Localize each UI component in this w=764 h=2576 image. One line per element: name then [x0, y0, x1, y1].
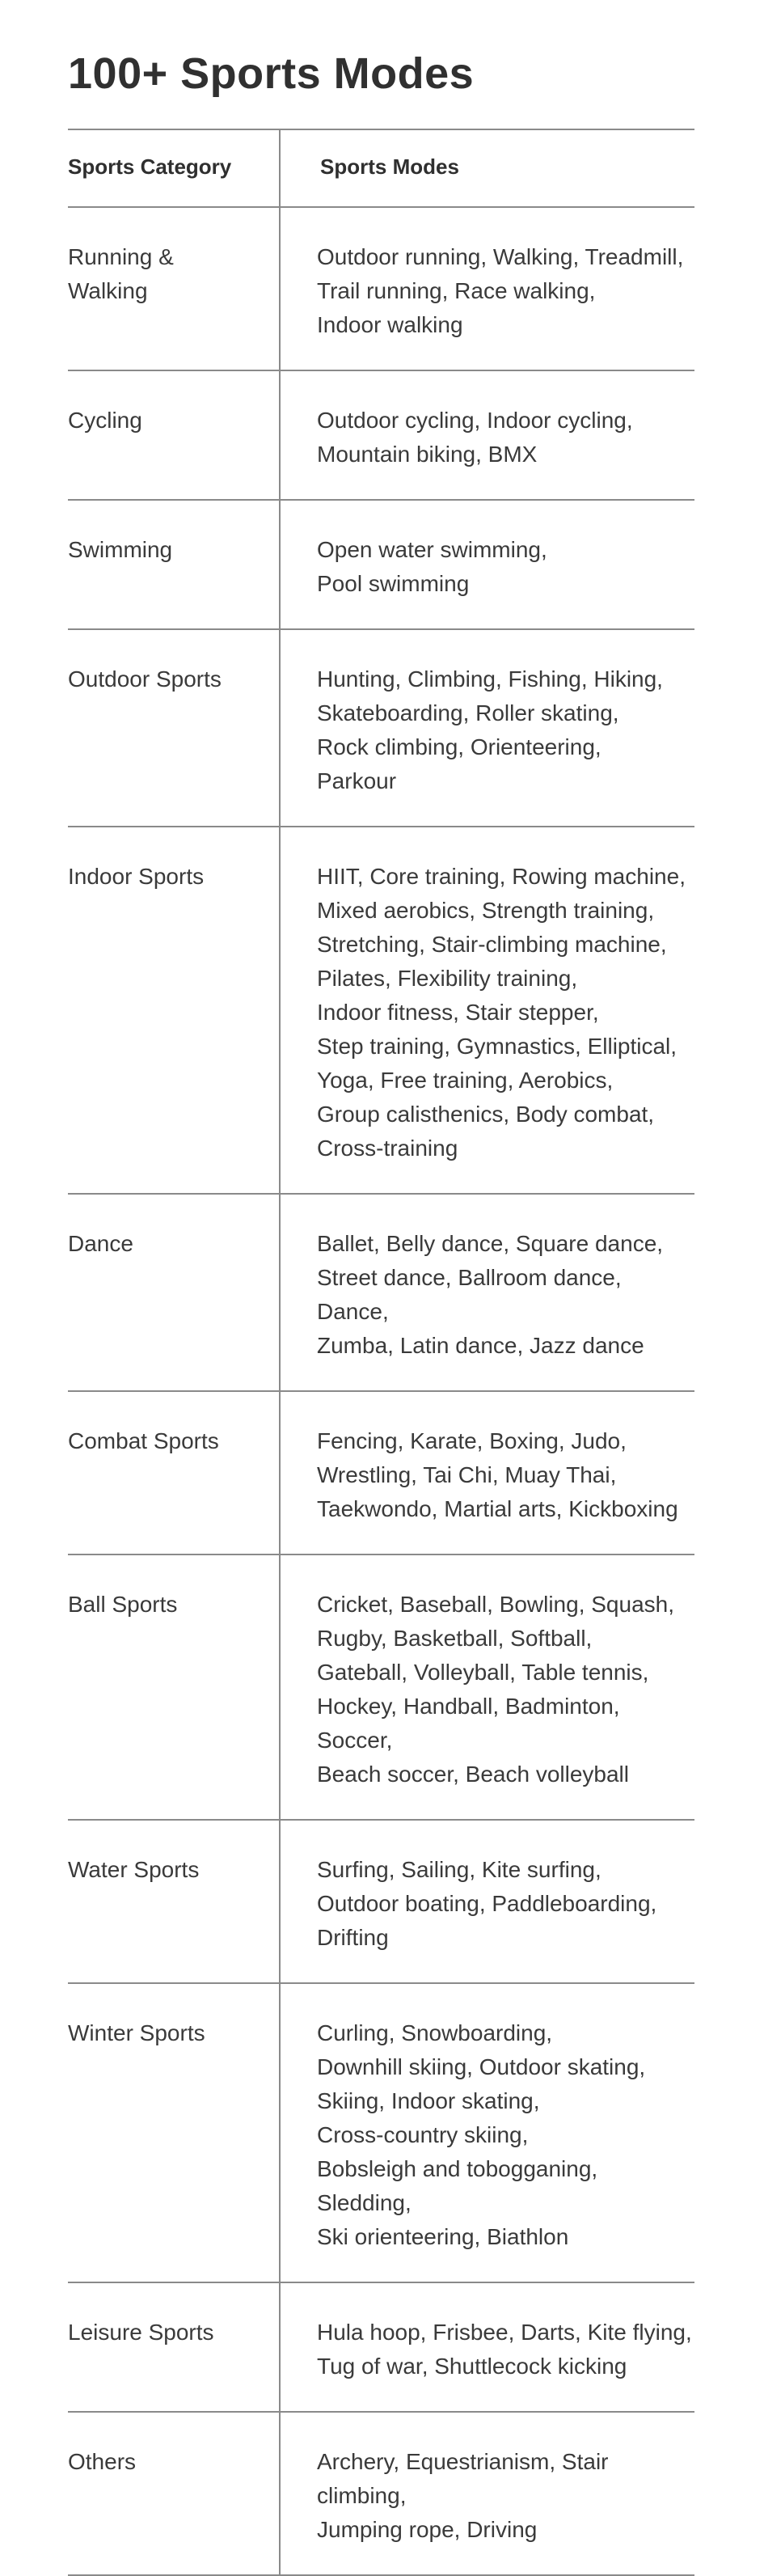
sports-modes-cell: Curling, Snowboarding, Downhill skiing, Outdoor skating, Skiing, Indoor skating, Cross-country skiing, Bobsleigh and tobogganing, Sledding, Ski orienteering, Biathlon [317, 2020, 646, 2249]
sports-category-cell: Dance [68, 1231, 133, 1256]
table-row [68, 1555, 694, 1821]
sports-modes-cell: Fencing, Karate, Boxing, Judo, Wrestling, Tai Chi, Muay Thai, Taekwondo, Martial arts, Kickboxing [317, 1428, 678, 1521]
header-sports-modes: Sports Modes [320, 154, 459, 179]
sports-category-cell: Leisure Sports [68, 2320, 214, 2345]
table-row [68, 1984, 694, 2283]
sports-category-cell: Cycling [68, 408, 142, 433]
sports-category-cell: Outdoor Sports [68, 666, 222, 692]
table-row [68, 208, 694, 371]
sports-category-cell: Ball Sports [68, 1592, 178, 1617]
page-title: 100+ Sports Modes [68, 49, 475, 98]
table-header-row [68, 130, 694, 208]
sports-modes-cell: Outdoor cycling, Indoor cycling, Mountain biking, BMX [317, 408, 633, 467]
sports-modes-table [68, 129, 694, 2576]
sports-category-cell: Winter Sports [68, 2020, 205, 2045]
sports-category-cell: Others [68, 2449, 137, 2474]
sports-category-cell: Combat Sports [68, 1428, 219, 1453]
sports-modes-cell: Cricket, Baseball, Bowling, Squash, Rugby, Basketball, Softball, Gateball, Volleyball, Table tennis, Hockey, Handball, Badminton, Soccer, Beach soccer, Beach volleyball [317, 1592, 674, 1787]
sports-category-cell: Swimming [68, 537, 173, 562]
table-row [68, 1392, 694, 1555]
table-row [68, 1195, 694, 1392]
table-row [68, 2283, 694, 2413]
table-row [68, 1821, 694, 1984]
header-sports-category: Sports Category [68, 154, 232, 179]
table-row [68, 501, 694, 630]
sports-modes-cell: Surfing, Sailing, Kite surfing, Outdoor boating, Paddleboarding, Drifting [317, 1857, 657, 1950]
sports-modes-cell: Hula hoop, Frisbee, Darts, Kite flying, Tug of war, Shuttlecock kicking [317, 2320, 692, 2379]
sports-modes-cell: HIIT, Core training, Rowing machine, Mixed aerobics, Strength training, Stretching, Stair-climbing machine, Pilates, Flexibility training, Indoor fitness, Stair stepper, Step training, Gymnastics, Elliptical, Yoga, Free training, Aerobics, Group calisthenics, Body combat, Cross-training [317, 864, 686, 1161]
sports-modes-cell: Outdoor running, Walking, Treadmill, Trail running, Race walking, Indoor walking [317, 244, 684, 337]
table-row [68, 2413, 694, 2574]
table-row [68, 827, 694, 1195]
sports-category-cell: Running & Walking [68, 244, 174, 303]
sports-modes-cell: Open water swimming, Pool swimming [317, 537, 547, 596]
sports-modes-cell: Archery, Equestrianism, Stair climbing, Jumping rope, Driving [317, 2449, 609, 2542]
sports-category-cell: Water Sports [68, 1857, 200, 1882]
table-row [68, 371, 694, 501]
table-row [68, 630, 694, 827]
sports-modes-cell: Hunting, Climbing, Fishing, Hiking, Skateboarding, Roller skating, Rock climbing, Orienteering, Parkour [317, 666, 663, 793]
sports-modes-cell: Ballet, Belly dance, Square dance, Street dance, Ballroom dance, Dance, Zumba, Latin dance, Jazz dance [317, 1231, 664, 1358]
sports-category-cell: Indoor Sports [68, 864, 205, 889]
